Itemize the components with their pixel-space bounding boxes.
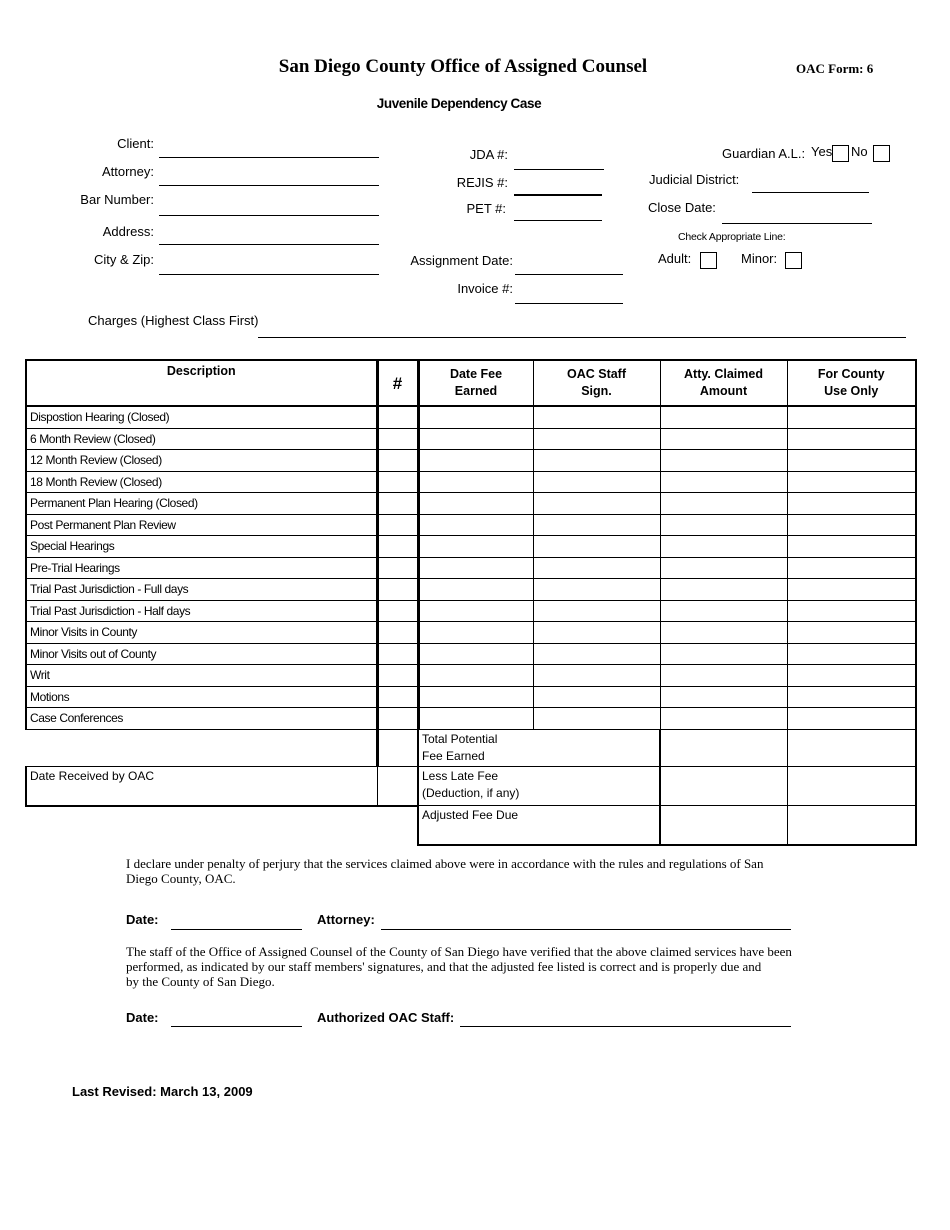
judicial-district-field[interactable] — [752, 192, 869, 193]
adult-label: Adult: — [658, 251, 692, 266]
pet-field[interactable] — [514, 220, 602, 221]
service-count[interactable] — [377, 557, 418, 579]
table-row — [26, 708, 916, 730]
service-description: Special Hearings — [26, 536, 377, 558]
service-description: Pre-Trial Hearings — [26, 557, 377, 579]
city-zip-field[interactable] — [159, 274, 379, 275]
close-date-field[interactable] — [722, 223, 872, 224]
service-oac-staff[interactable] — [533, 686, 660, 708]
service-county-use[interactable] — [787, 665, 916, 687]
minor-label: Minor: — [741, 251, 778, 266]
header-description: Description — [26, 360, 377, 406]
service-county-use[interactable] — [787, 686, 916, 708]
address-field[interactable] — [159, 244, 379, 245]
header-count: # — [377, 360, 418, 406]
service-date-fee[interactable] — [418, 686, 533, 708]
service-count[interactable] — [377, 622, 418, 644]
service-count[interactable] — [377, 493, 418, 515]
table-row — [26, 471, 916, 493]
attorney-field[interactable] — [159, 185, 379, 186]
late-fee-amount[interactable] — [660, 766, 787, 806]
guardian-label: Guardian A.L.: — [722, 146, 806, 161]
service-atty-claimed[interactable] — [660, 428, 787, 450]
table-row — [26, 557, 916, 579]
service-oac-staff[interactable] — [533, 493, 660, 515]
service-oac-staff[interactable] — [533, 450, 660, 472]
service-count[interactable] — [377, 406, 418, 428]
bar-number-label: Bar Number: — [80, 192, 154, 207]
service-atty-claimed[interactable] — [660, 665, 787, 687]
declaration-text: I declare under penalty of perjury that the services claimed above were in accordance with the rules and regulations of San Diego County, OAC. — [126, 856, 764, 886]
total-potential-amount[interactable] — [660, 729, 787, 766]
service-atty-claimed[interactable] — [660, 557, 787, 579]
charges-field[interactable] — [258, 337, 906, 338]
service-description: Trial Past Jurisdiction - Full days — [26, 579, 377, 601]
service-atty-claimed[interactable] — [660, 536, 787, 558]
header-date-fee: Date Fee Earned — [418, 360, 533, 406]
late-fee-county[interactable] — [787, 766, 916, 806]
service-oac-staff[interactable] — [533, 471, 660, 493]
service-date-fee[interactable] — [418, 493, 533, 515]
service-description: Trial Past Jurisdiction - Half days — [26, 600, 377, 622]
table-row — [26, 622, 916, 644]
service-date-fee[interactable] — [418, 622, 533, 644]
service-oac-staff[interactable] — [533, 536, 660, 558]
service-date-fee[interactable] — [418, 514, 533, 536]
service-atty-claimed[interactable] — [660, 450, 787, 472]
service-count[interactable] — [377, 450, 418, 472]
service-count[interactable] — [377, 686, 418, 708]
table-row — [26, 643, 916, 665]
total-potential-county[interactable] — [787, 729, 916, 766]
form-subtitle: Juvenile Dependency Case — [376, 96, 542, 111]
service-oac-staff[interactable] — [533, 406, 660, 428]
header-county-use: For County Use Only — [787, 360, 916, 406]
service-atty-claimed[interactable] — [660, 471, 787, 493]
service-description: Case Conferences — [26, 708, 377, 730]
total-potential-label: Total Potential Fee Earned — [418, 729, 660, 766]
assignment-date-label: Assignment Date: — [410, 253, 513, 268]
service-count[interactable] — [377, 536, 418, 558]
client-field[interactable] — [159, 157, 379, 158]
service-date-fee[interactable] — [418, 536, 533, 558]
address-label: Address: — [102, 224, 154, 239]
staff-signature-field[interactable] — [460, 1026, 791, 1027]
date-received-label: Date Received by OAC — [26, 766, 377, 806]
service-date-fee[interactable] — [418, 600, 533, 622]
invoice-field[interactable] — [515, 303, 623, 304]
service-oac-staff[interactable] — [533, 557, 660, 579]
jda-label: JDA #: — [469, 147, 508, 162]
sign2-staff-label: Authorized OAC Staff: — [317, 1010, 455, 1025]
form-title: San Diego County Office of Assigned Counsel — [278, 56, 648, 77]
service-atty-claimed[interactable] — [660, 708, 787, 730]
service-count[interactable] — [377, 428, 418, 450]
rejis-field[interactable] — [514, 194, 602, 196]
invoice-label: Invoice #: — [457, 281, 513, 296]
verification-text: The staff of the Office of Assigned Counsel of the County of San Diego have verified that the above claimed services have been performed, as indicated by our staff members' signatures, and that the adjusted fee listed is correct and is properly due and by the County of San Diego. — [126, 944, 792, 989]
service-count[interactable] — [377, 665, 418, 687]
service-county-use[interactable] — [787, 579, 916, 601]
service-description: 12 Month Review (Closed) — [26, 450, 377, 472]
service-count[interactable] — [377, 579, 418, 601]
service-date-fee[interactable] — [418, 579, 533, 601]
table-row — [26, 665, 916, 687]
judicial-district-label: Judicial District: — [649, 172, 740, 187]
attorney-signature-field[interactable] — [381, 929, 791, 930]
service-county-use[interactable] — [787, 471, 916, 493]
service-county-use[interactable] — [787, 450, 916, 472]
service-atty-claimed[interactable] — [660, 493, 787, 515]
sign1-date-field[interactable] — [171, 929, 302, 930]
services-table — [25, 359, 917, 846]
assignment-date-field[interactable] — [515, 274, 623, 275]
sign2-date-label: Date: — [126, 1010, 159, 1025]
service-description: Writ — [26, 665, 377, 687]
service-atty-claimed[interactable] — [660, 406, 787, 428]
service-oac-staff[interactable] — [533, 428, 660, 450]
table-row — [26, 600, 916, 622]
service-date-fee[interactable] — [418, 428, 533, 450]
service-atty-claimed[interactable] — [660, 600, 787, 622]
service-oac-staff[interactable] — [533, 600, 660, 622]
service-description: Dispostion Hearing (Closed) — [26, 406, 377, 428]
last-revised: Last Revised: March 13, 2009 — [72, 1084, 253, 1099]
jda-field[interactable] — [514, 169, 604, 170]
service-description: Motions — [26, 686, 377, 708]
service-oac-staff[interactable] — [533, 643, 660, 665]
service-county-use[interactable] — [787, 708, 916, 730]
service-description: 6 Month Review (Closed) — [26, 428, 377, 450]
service-oac-staff[interactable] — [533, 622, 660, 644]
table-row — [26, 493, 916, 515]
guardian-no-checkbox[interactable] — [873, 145, 890, 162]
minor-checkbox[interactable] — [785, 252, 802, 269]
service-date-fee[interactable] — [418, 643, 533, 665]
service-date-fee[interactable] — [418, 450, 533, 472]
service-oac-staff[interactable] — [533, 514, 660, 536]
service-count[interactable] — [377, 471, 418, 493]
late-fee-label: Less Late Fee (Deduction, if any) — [418, 766, 660, 806]
service-oac-staff[interactable] — [533, 665, 660, 687]
form-number: OAC Form: 6 — [796, 61, 874, 76]
adult-checkbox[interactable] — [700, 252, 717, 269]
bar-number-field[interactable] — [159, 215, 379, 216]
service-date-fee[interactable] — [418, 557, 533, 579]
check-line-label: Check Appropriate Line: — [678, 231, 786, 243]
service-oac-staff[interactable] — [533, 579, 660, 601]
service-county-use[interactable] — [787, 514, 916, 536]
service-county-use[interactable] — [787, 406, 916, 428]
table-row — [26, 686, 916, 708]
service-count[interactable] — [377, 643, 418, 665]
table-row — [26, 579, 916, 601]
service-atty-claimed[interactable] — [660, 622, 787, 644]
adjusted-fee-county[interactable] — [787, 806, 916, 845]
client-label: Client: — [117, 136, 154, 151]
header-atty-claimed: Atty. Claimed Amount — [660, 360, 787, 406]
service-atty-claimed[interactable] — [660, 686, 787, 708]
service-atty-claimed[interactable] — [660, 514, 787, 536]
attorney-label: Attorney: — [101, 164, 154, 179]
service-count[interactable] — [377, 600, 418, 622]
sign1-attorney-label: Attorney: — [317, 912, 375, 927]
service-county-use[interactable] — [787, 622, 916, 644]
service-atty-claimed[interactable] — [660, 579, 787, 601]
service-oac-staff[interactable] — [533, 708, 660, 730]
guardian-yes-checkbox[interactable] — [832, 145, 849, 162]
service-county-use[interactable] — [787, 428, 916, 450]
service-county-use[interactable] — [787, 643, 916, 665]
header-oac-staff: OAC Staff Sign. — [533, 360, 660, 406]
service-atty-claimed[interactable] — [660, 643, 787, 665]
service-description: Minor Visits in County — [26, 622, 377, 644]
service-date-fee[interactable] — [418, 406, 533, 428]
service-date-fee[interactable] — [418, 471, 533, 493]
service-description: 18 Month Review (Closed) — [26, 471, 377, 493]
service-count[interactable] — [377, 514, 418, 536]
service-date-fee[interactable] — [418, 665, 533, 687]
service-county-use[interactable] — [787, 536, 916, 558]
guardian-yes-label: Yes — [811, 144, 833, 159]
service-date-fee[interactable] — [418, 708, 533, 730]
table-row — [26, 406, 916, 428]
date-received-field[interactable] — [377, 766, 418, 806]
adjusted-fee-amount[interactable] — [660, 806, 787, 845]
service-county-use[interactable] — [787, 557, 916, 579]
city-zip-label: City & Zip: — [94, 252, 154, 267]
guardian-no-label: No — [851, 144, 868, 159]
service-county-use[interactable] — [787, 493, 916, 515]
service-count[interactable] — [377, 708, 418, 730]
sign1-date-label: Date: — [126, 912, 159, 927]
table-row — [26, 428, 916, 450]
service-description: Minor Visits out of County — [26, 643, 377, 665]
table-row — [26, 450, 916, 472]
sign2-date-field[interactable] — [171, 1026, 302, 1027]
adjusted-fee-label: Adjusted Fee Due — [418, 806, 660, 845]
service-description: Post Permanent Plan Review — [26, 514, 377, 536]
table-row — [26, 514, 916, 536]
service-description: Permanent Plan Hearing (Closed) — [26, 493, 377, 515]
service-county-use[interactable] — [787, 600, 916, 622]
close-date-label: Close Date: — [648, 200, 716, 215]
pet-label: PET #: — [466, 201, 506, 216]
rejis-label: REJIS #: — [456, 175, 508, 190]
charges-label: Charges (Highest Class First) — [88, 313, 259, 328]
table-row — [26, 536, 916, 558]
